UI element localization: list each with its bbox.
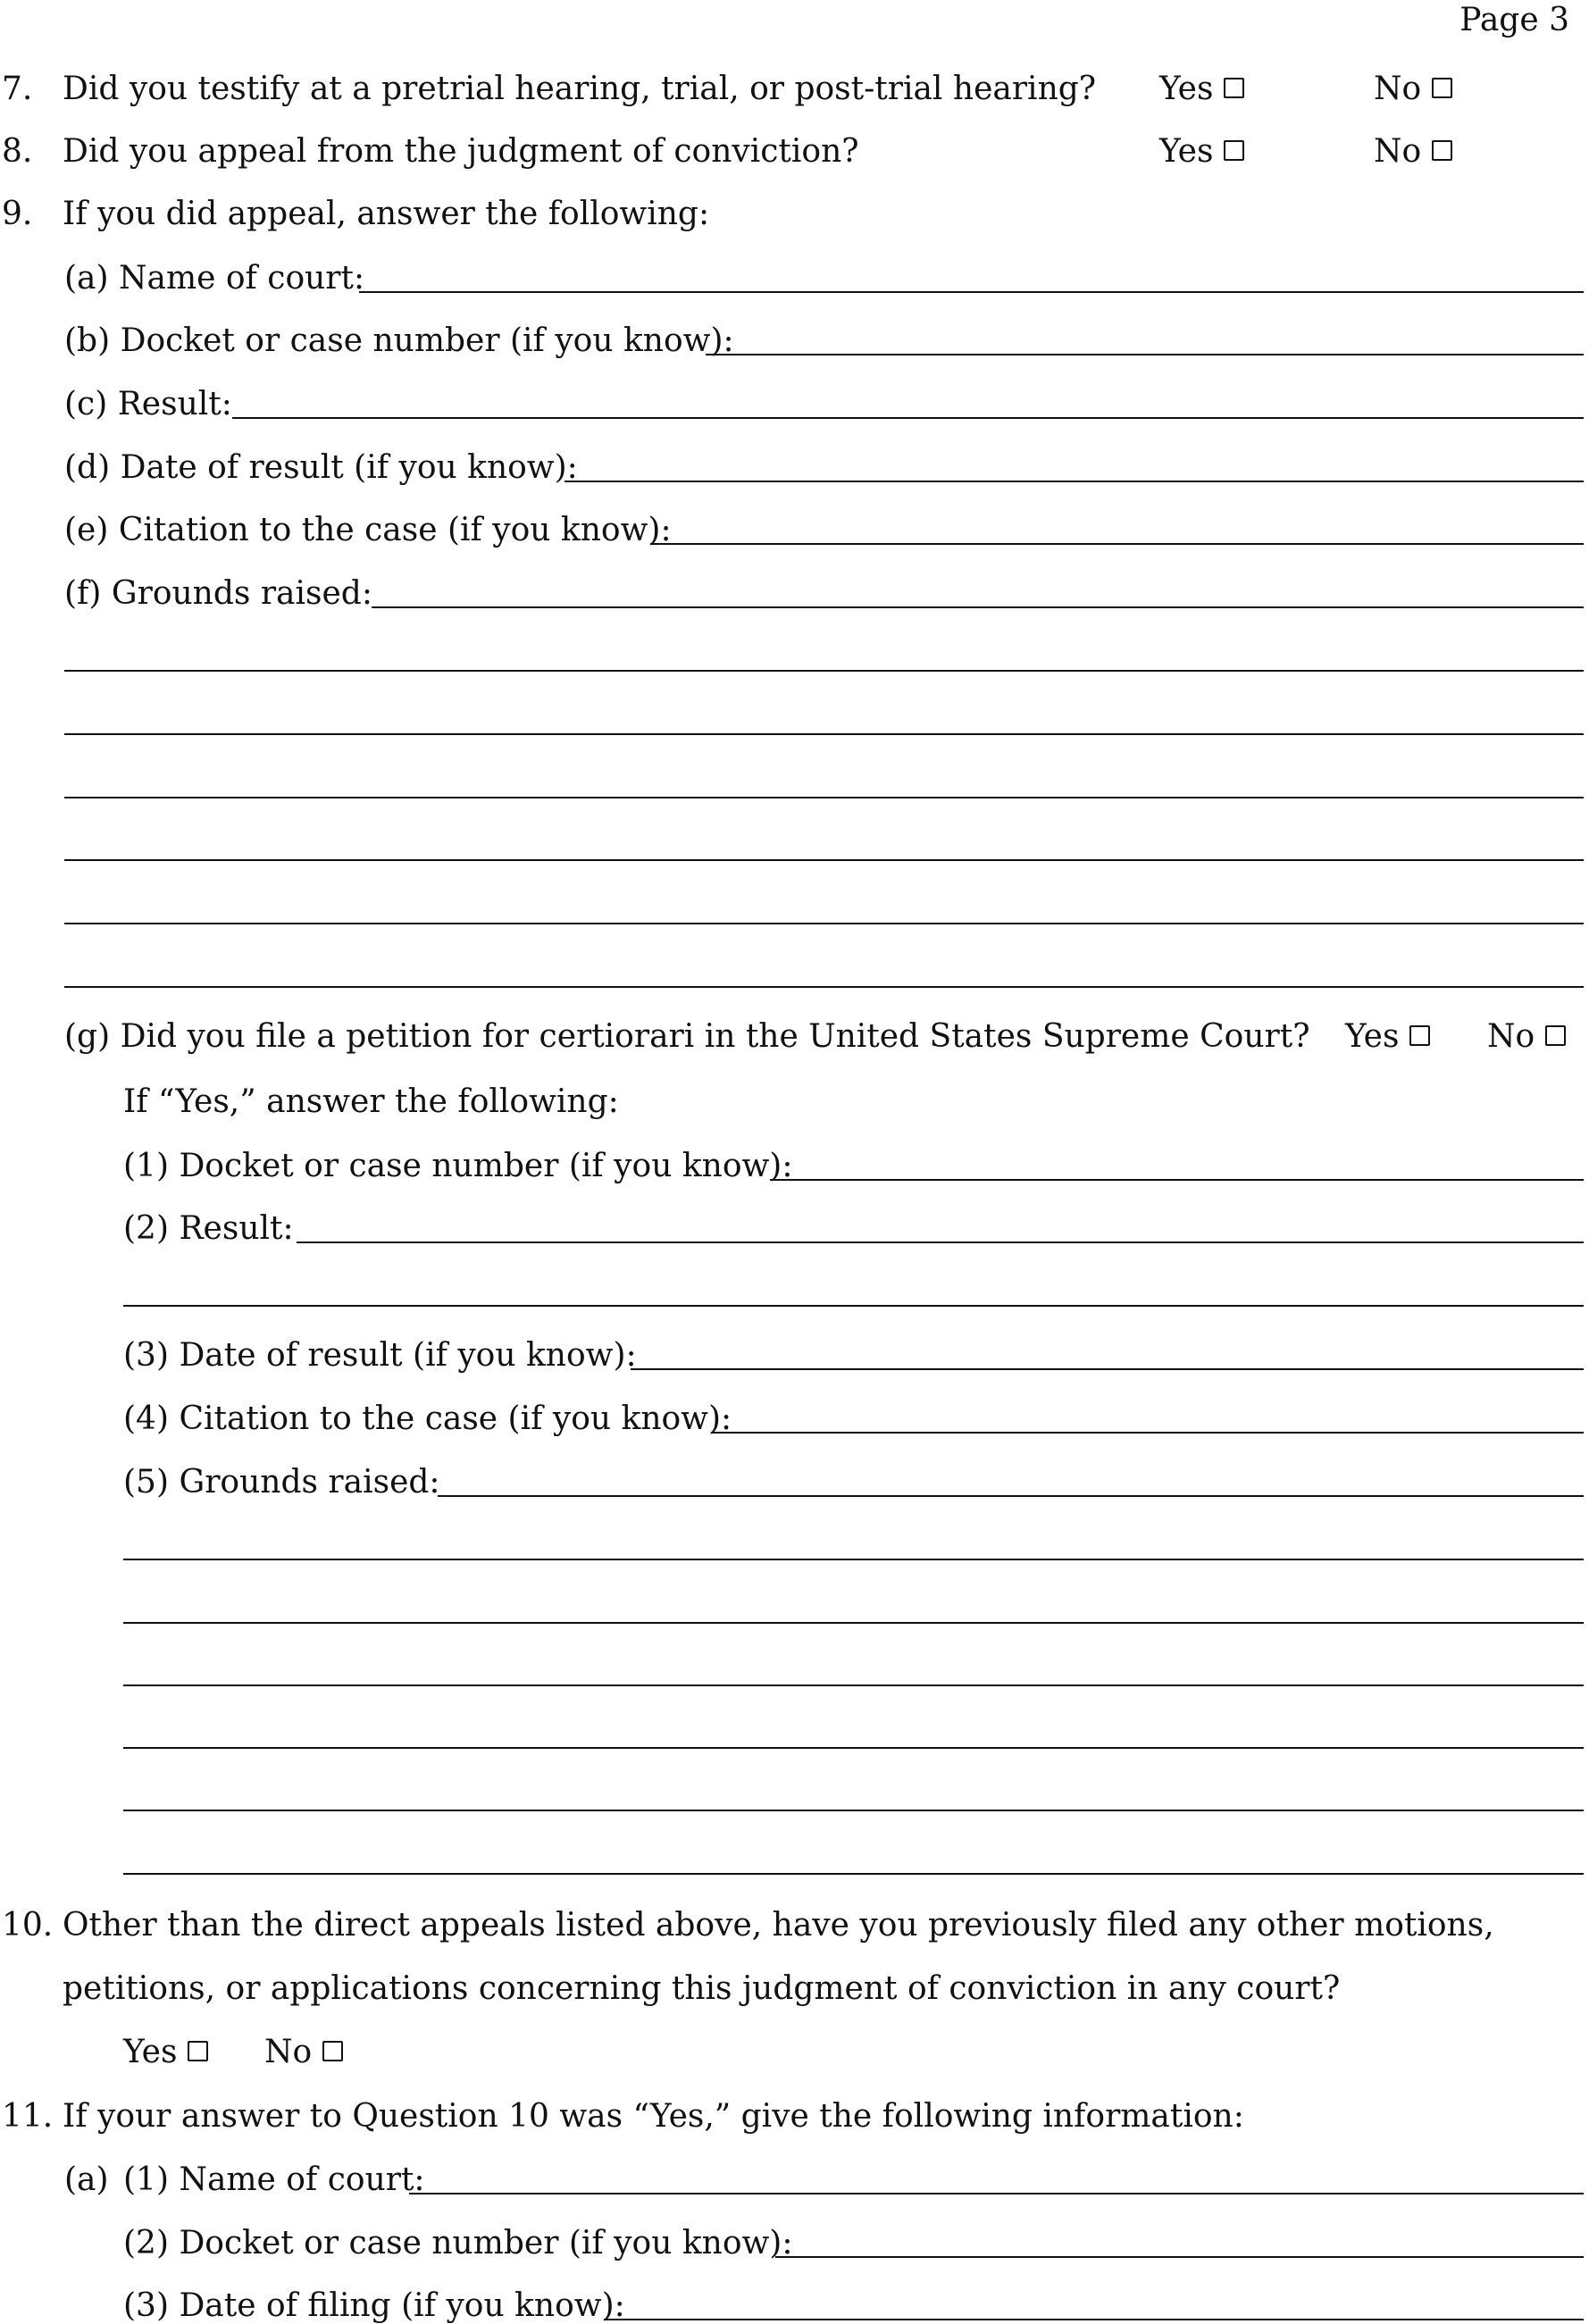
q9g5-grounds-line[interactable] [123, 1622, 1584, 1624]
q10-number: 10. [2, 1907, 54, 1944]
q9g-no-label: No [1487, 1018, 1535, 1055]
q10-no-option[interactable] [264, 2036, 343, 2069]
q9a-label: (a) Name of court: [64, 260, 365, 297]
q9g4-label: (4) Citation to the case (if you know): [123, 1400, 732, 1437]
q9g4-citation-field[interactable] [711, 1432, 1584, 1434]
q7-no-checkbox[interactable] [1432, 78, 1452, 98]
q9g-yes-option[interactable] [1345, 1018, 1430, 1055]
q11a3-label: (3) Date of filing (if you know): [123, 2287, 625, 2324]
q11a2-docket-field[interactable] [775, 2256, 1584, 2258]
q10-no-checkbox[interactable] [322, 2041, 343, 2061]
q9g3-label: (3) Date of result (if you know): [123, 1337, 637, 1374]
q7-number: 7. [2, 71, 33, 107]
q9f-grounds-line[interactable] [64, 859, 1584, 861]
q8-yes-checkbox[interactable] [1224, 140, 1244, 161]
q7-no-label: No [1374, 71, 1422, 107]
q11-text: If your answer to Question 10 was “Yes,” give the following information: [63, 2098, 1244, 2135]
q9f-label: (f) Grounds raised: [64, 575, 372, 612]
q7-yes-option[interactable] [1159, 73, 1244, 105]
q8-number: 8. [2, 133, 33, 170]
q9g-no-checkbox[interactable] [1545, 1025, 1566, 1046]
q9b-docket-field[interactable] [706, 354, 1584, 355]
q9g5-label: (5) Grounds raised: [123, 1464, 440, 1501]
q9f-grounds-line[interactable] [64, 670, 1584, 672]
q7-text: Did you testify at a pretrial hearing, trial, or post-trial hearing? [63, 71, 1097, 107]
q11a1-name-of-court-field[interactable] [409, 2193, 1584, 2194]
q9g5-grounds-line[interactable] [123, 1873, 1584, 1875]
q9g-label: (g) Did you file a petition for certiorari in the United States Supreme Court? [64, 1018, 1310, 1055]
q9c-label: (c) Result: [64, 386, 232, 422]
q10-yes-checkbox[interactable] [188, 2041, 208, 2061]
q11-number: 11. [2, 2098, 54, 2135]
q11a-label: (a) [64, 2161, 109, 2198]
page-number: Page 3 [1459, 2, 1569, 38]
q9g5-grounds-line[interactable] [123, 1810, 1584, 1811]
q9g5-grounds-field[interactable] [438, 1495, 1584, 1497]
q11a3-date-field[interactable] [604, 2319, 1584, 2320]
q9g-yes-label: Yes [1345, 1018, 1400, 1055]
q10-text-line1: Other than the direct appeals listed above, have you previously filed any other motions, [63, 1907, 1494, 1944]
q9g-if-yes-instruction: If “Yes,” answer the following: [123, 1083, 619, 1120]
q9g1-label: (1) Docket or case number (if you know): [123, 1148, 793, 1184]
q9d-label: (d) Date of result (if you know): [64, 449, 578, 486]
q9g3-date-field[interactable] [631, 1368, 1584, 1370]
q9a-name-of-court-field[interactable] [359, 291, 1584, 293]
q9-text: If you did appeal, answer the following: [63, 196, 710, 232]
q11a1-label: (1) Name of court: [123, 2161, 425, 2198]
q8-no-option[interactable] [1374, 133, 1452, 170]
q9g2-result-line[interactable] [123, 1305, 1584, 1307]
q8-text: Did you appeal from the judgment of conviction? [63, 133, 859, 170]
q9f-grounds-line[interactable] [64, 797, 1584, 798]
q7-yes-label: Yes [1159, 71, 1214, 107]
q9g1-docket-field[interactable] [770, 1179, 1584, 1181]
q11a2-label: (2) Docket or case number (if you know): [123, 2225, 793, 2261]
q10-text-line2: petitions, or applications concerning this judgment of conviction in any court? [63, 1970, 1341, 2007]
q9g2-result-field[interactable] [297, 1241, 1584, 1243]
q7-yes-checkbox[interactable] [1224, 78, 1244, 98]
q10-yes-label: Yes [123, 2034, 178, 2070]
q10-yes-option[interactable] [123, 2036, 208, 2069]
q9g2-label: (2) Result: [123, 1210, 294, 1247]
q9c-result-field[interactable] [232, 417, 1584, 419]
q9f-grounds-line[interactable] [64, 923, 1584, 924]
q9e-label: (e) Citation to the case (if you know): [64, 512, 672, 548]
q8-yes-label: Yes [1159, 133, 1214, 170]
q9f-grounds-line[interactable] [64, 733, 1584, 735]
q9g5-grounds-line[interactable] [123, 1747, 1584, 1749]
q9-number: 9. [2, 196, 33, 232]
q9b-label: (b) Docket or case number (if you know): [64, 322, 734, 359]
q9g-no-option[interactable] [1487, 1018, 1566, 1055]
q9g5-grounds-line[interactable] [123, 1559, 1584, 1560]
q9g-yes-checkbox[interactable] [1409, 1025, 1430, 1046]
q8-yes-option[interactable] [1159, 133, 1244, 170]
q9f-grounds-field[interactable] [372, 606, 1584, 608]
q9f-grounds-line[interactable] [64, 986, 1584, 988]
q8-no-label: No [1374, 133, 1422, 170]
q9e-citation-field[interactable] [650, 543, 1584, 545]
q9g5-grounds-line[interactable] [123, 1684, 1584, 1686]
q9d-date-field[interactable] [565, 481, 1584, 482]
q10-no-label: No [264, 2034, 313, 2070]
q8-no-checkbox[interactable] [1432, 140, 1452, 161]
q7-no-option[interactable] [1374, 73, 1452, 105]
